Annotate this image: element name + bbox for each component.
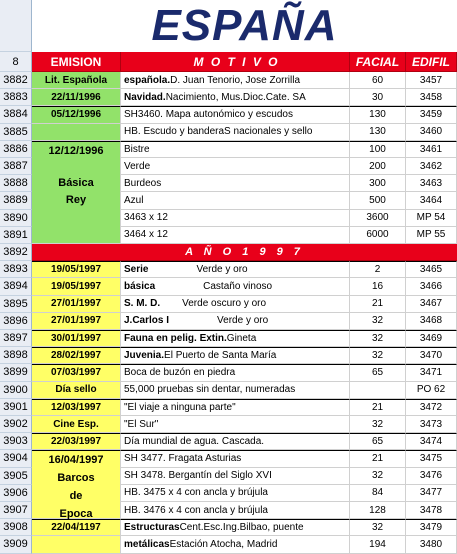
cell-motivo[interactable] [121,278,350,295]
cell-motivo[interactable]: SH 3477. Fragata Asturias [121,450,350,467]
cell-edifil[interactable]: 3465 [406,261,457,278]
cell-motivo[interactable] [121,89,350,106]
cell-facial[interactable]: 32 [350,416,406,433]
cell-edifil[interactable]: 3458 [406,89,457,106]
cell-emision[interactable]: 19/05/1997 [32,261,121,278]
motivo-text: El Puerto de Santa María [164,350,277,362]
sheet-title[interactable]: ESPAÑA [32,0,457,52]
row-header[interactable]: 3898 [0,347,32,364]
row-header[interactable]: 3907 [0,502,32,519]
cell-facial[interactable]: 500 [350,192,406,209]
cell-edifil[interactable]: 3480 [406,536,457,553]
cell-motivo[interactable]: Boca de buzón en piedra [121,364,350,381]
cell-edifil[interactable]: 3475 [406,450,457,467]
motivo-text: Castaño vinoso [203,280,273,292]
cell-emision[interactable] [32,124,121,141]
merged-label: de [69,490,83,503]
cell-facial[interactable]: 21 [350,296,406,313]
cell-edifil[interactable]: MP 55 [406,227,457,244]
cell-motivo[interactable] [121,330,350,347]
cell-motivo[interactable]: "El Sur" [121,416,350,433]
row-header[interactable]: 3890 [0,210,32,227]
cell-facial[interactable]: 200 [350,158,406,175]
cell-motivo[interactable] [121,313,350,330]
cell-facial[interactable]: 65 [350,364,406,381]
cell-edifil[interactable]: 3474 [406,433,457,450]
header-facial[interactable]: FACIAL [350,52,406,72]
cell-edifil[interactable]: 3472 [406,399,457,416]
cell-motivo[interactable] [121,519,350,536]
cell-emision[interactable]: 27/01/1997 [32,296,121,313]
cell-motivo[interactable] [121,261,350,278]
cell-facial[interactable]: 100 [350,141,406,158]
cell-edifil[interactable]: PO 62 [406,382,457,399]
cell-emision[interactable]: Lit. Española [32,72,121,89]
cell-edifil[interactable]: 3469 [406,330,457,347]
cell-motivo[interactable]: 3463 x 12 [121,210,350,227]
row-header[interactable]: 3904 [0,450,32,467]
cell-motivo[interactable]: HB. Escudo y banderaS nacionales y sello [121,124,350,141]
cell-edifil[interactable]: 3473 [406,416,457,433]
cell-facial[interactable]: 32 [350,347,406,364]
motivo-bold: española. [124,74,171,86]
cell-emision[interactable]: Día sello [32,382,121,399]
cell-edifil[interactable]: 3470 [406,347,457,364]
cell-edifil[interactable]: 3479 [406,519,457,536]
cell-facial[interactable]: 300 [350,175,406,192]
cell-motivo[interactable] [121,296,350,313]
motivo-bold: Navidad. [124,91,166,103]
row-header[interactable]: 3888 [0,175,32,192]
cell-motivo[interactable]: SH 3478. Bergantín del Siglo XVI [121,468,350,485]
row-header[interactable]: 3889 [0,192,32,209]
cell-emision[interactable]: 22/11/1996 [32,89,121,106]
cell-emision[interactable] [32,536,121,553]
row-header[interactable]: 3892 [0,244,32,261]
cell-motivo[interactable]: HB. 3476 x 4 con ancla y brújula [121,502,350,519]
cell-emision[interactable]: 12/03/1997 [32,399,121,416]
cell-edifil[interactable]: 3463 [406,175,457,192]
header-edifil[interactable]: EDIFIL [406,52,457,72]
cell-edifil[interactable]: 3461 [406,141,457,158]
cell-motivo[interactable]: Día mundial de agua. Cascada. [121,433,350,450]
cell-edifil[interactable]: 3477 [406,485,457,502]
cell-motivo[interactable]: SH3460. Mapa autonómico y escudos [121,106,350,123]
cell-edifil[interactable]: 3466 [406,278,457,295]
cell-emision[interactable]: 30/01/1997 [32,330,121,347]
row-header[interactable]: 3882 [0,72,32,89]
cell-motivo[interactable]: Burdeos [121,175,350,192]
cell-edifil[interactable]: 3478 [406,502,457,519]
header-emision[interactable]: EMISION [32,52,121,72]
row-header[interactable]: 3887 [0,158,32,175]
cell-facial[interactable]: 6000 [350,227,406,244]
cell-motivo[interactable]: Bistre [121,141,350,158]
merged-date: 16/04/1997 [48,454,104,467]
cell-motivo[interactable]: "El viaje a ninguna parte" [121,399,350,416]
row-header[interactable]: 3909 [0,536,32,553]
cell-emision[interactable]: 07/03/1997 [32,364,121,381]
row-header[interactable]: 3896 [0,313,32,330]
cell-emision[interactable]: Cine Esp. [32,416,121,433]
merged-label: Barcos [57,472,95,485]
year-band[interactable]: A Ñ O 1 9 9 7 [32,244,457,261]
cell-edifil[interactable]: 3460 [406,124,457,141]
cell-motivo[interactable]: Verde [121,158,350,175]
cell-facial[interactable]: 32 [350,468,406,485]
cell-motivo[interactable]: 55,000 pruebas sin dentar, numeradas [121,382,350,399]
cell-facial[interactable]: 21 [350,450,406,467]
cell-motivo[interactable] [121,347,350,364]
row-header[interactable]: 3906 [0,485,32,502]
motivo-text: Cent.Esc.Ing.Bilbao, puente [179,522,304,534]
motivo-bold: metálicas [124,538,170,550]
cell-emision[interactable]: 19/05/1997 [32,278,121,295]
cell-emision-merged[interactable] [32,141,121,244]
row-header[interactable]: 3894 [0,278,32,295]
row-header[interactable]: 3883 [0,89,32,106]
row-header[interactable]: 8 [0,52,32,72]
cell-facial[interactable]: 21 [350,399,406,416]
cell-emision-merged[interactable] [32,450,121,519]
cell-facial[interactable]: 32 [350,313,406,330]
cell-emision[interactable]: 27/01/1997 [32,313,121,330]
cell-facial[interactable]: 3600 [350,210,406,227]
row-header[interactable]: 3885 [0,124,32,141]
motivo-bold: Estructuras [124,522,180,534]
cell-edifil[interactable]: 3459 [406,106,457,123]
cell-facial[interactable]: 130 [350,124,406,141]
motivo-bold: básica [124,280,156,292]
cell-facial[interactable]: 60 [350,72,406,89]
motivo-bold: Serie [124,264,149,276]
cell-emision[interactable]: 22/03/1997 [32,433,121,450]
cell-facial[interactable]: 2 [350,261,406,278]
merged-label: Epoca [59,508,93,521]
motivo-bold: Fauna en pelig. Extin. [124,333,227,345]
motivo-bold: Juvenia. [124,350,165,362]
row-header[interactable]: 3901 [0,399,32,416]
motivo-bold: S. M. D. [124,298,161,310]
cell-edifil[interactable]: 3471 [406,364,457,381]
cell-facial[interactable]: 194 [350,536,406,553]
cell-edifil[interactable]: 3476 [406,468,457,485]
row-header-title[interactable] [0,0,32,52]
motivo-text: Verde y oro [217,315,269,327]
cell-edifil[interactable]: 3468 [406,313,457,330]
row-header[interactable]: 3900 [0,382,32,399]
cell-facial[interactable]: 30 [350,89,406,106]
motivo-text: Verde y oro [196,264,248,276]
row-header[interactable]: 3902 [0,416,32,433]
row-header[interactable]: 3905 [0,468,32,485]
motivo-text: Verde oscuro y oro [182,298,267,310]
cell-motivo[interactable]: HB. 3475 x 4 con ancla y brújula [121,485,350,502]
cell-edifil[interactable]: 3464 [406,192,457,209]
header-motivo[interactable]: M O T I V O [121,52,350,72]
motivo-text: Estación Atocha, Madrid [169,538,278,550]
row-header[interactable]: 3893 [0,261,32,278]
cell-facial[interactable]: 84 [350,485,406,502]
row-header[interactable]: 3895 [0,296,32,313]
cell-edifil[interactable]: 3467 [406,296,457,313]
cell-motivo[interactable]: 3464 x 12 [121,227,350,244]
cell-motivo[interactable] [121,72,350,89]
cell-facial[interactable]: 130 [350,106,406,123]
cell-emision[interactable]: 22/04/1197 [32,519,121,536]
row-header[interactable]: 3897 [0,330,32,347]
row-header[interactable]: 3908 [0,519,32,536]
motivo-text: Gineta [226,333,257,345]
row-header[interactable]: 3899 [0,364,32,381]
row-header[interactable]: 3903 [0,433,32,450]
cell-facial[interactable] [350,382,406,399]
cell-facial[interactable]: 32 [350,330,406,347]
cell-facial[interactable]: 16 [350,278,406,295]
motivo-text: Nacimiento, Mus.Dioc.Cate. SA [165,91,306,103]
row-header[interactable]: 3886 [0,141,32,158]
cell-edifil[interactable]: MP 54 [406,210,457,227]
cell-motivo[interactable] [121,536,350,553]
cell-facial[interactable]: 128 [350,502,406,519]
row-header[interactable]: 3891 [0,227,32,244]
cell-facial[interactable]: 65 [350,433,406,450]
row-header[interactable]: 3884 [0,106,32,123]
cell-edifil[interactable]: 3462 [406,158,457,175]
cell-facial[interactable]: 32 [350,519,406,536]
motivo-text: D. Juan Tenorio, Jose Zorrilla [170,74,301,86]
merged-label: Rey [65,193,87,206]
cell-motivo[interactable]: Azul [121,192,350,209]
motivo-bold: J.Carlos I [124,315,170,327]
merged-label: Básica [58,176,94,189]
cell-edifil[interactable]: 3457 [406,72,457,89]
merged-date: 12/12/1996 [48,144,104,157]
cell-emision[interactable]: 28/02/1997 [32,347,121,364]
cell-emision[interactable]: 05/12/1996 [32,106,121,123]
